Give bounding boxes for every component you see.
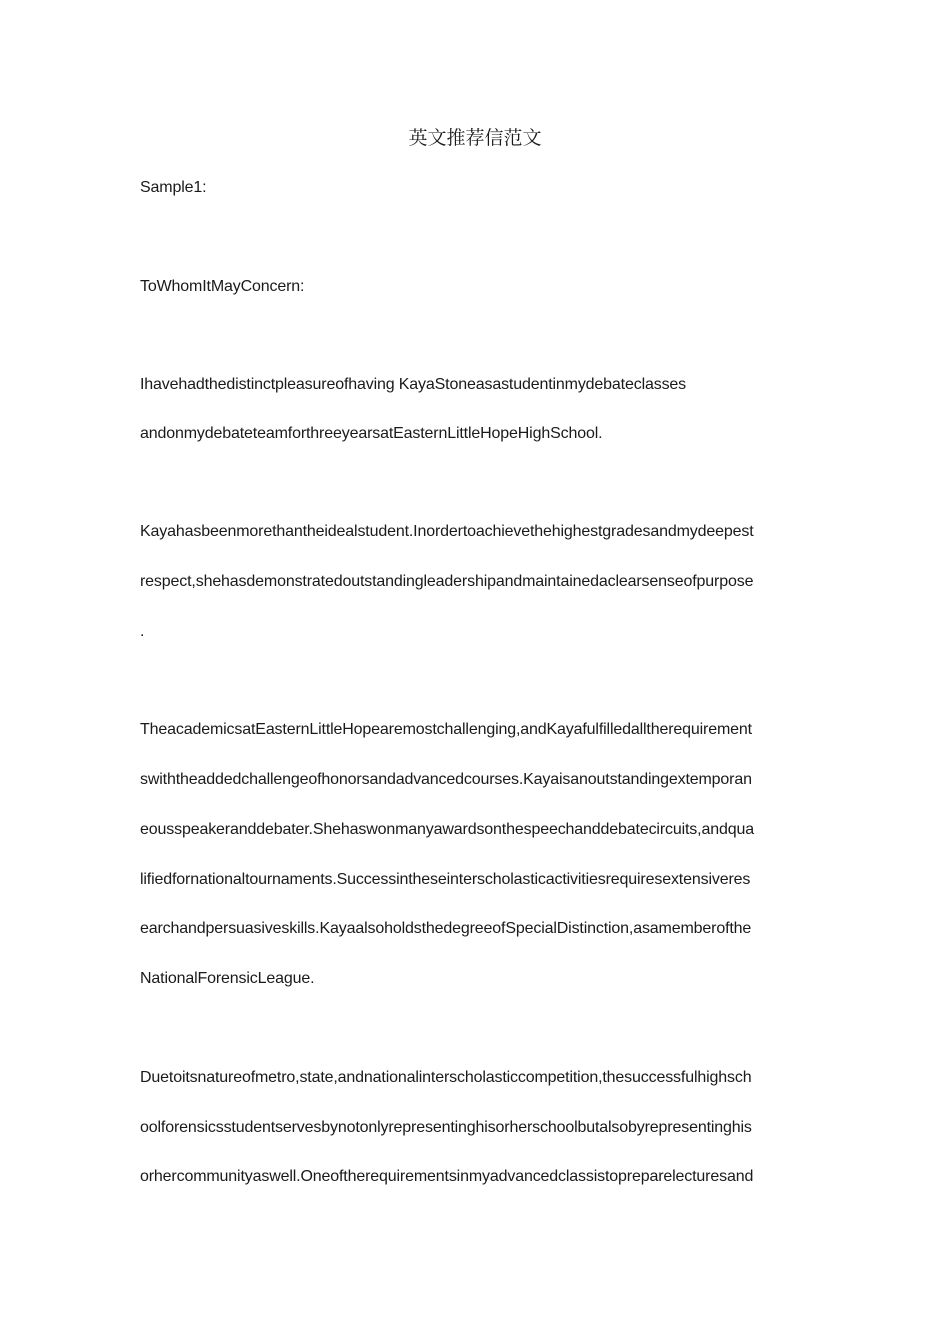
paragraph-1-line-2: andonmydebateteamforthreeyearsatEasternLittleHopeHighSchool. xyxy=(140,425,603,442)
paragraph-4-line-3: orhercommunityaswell.Oneoftherequirementsinmyadvancedclassistopreparelecturesand xyxy=(140,1168,754,1185)
paragraph-3-line-3: eousspeakeranddebater.Shehaswonmanyawardsonthespeechanddebatecircuits,andqua xyxy=(140,821,754,838)
paragraph-3-line-1: TheacademicsatEasternLittleHopearemostchallenging,andKayafulfilledalltherequirement xyxy=(140,721,752,738)
sample-label: Sample1: xyxy=(140,179,207,196)
paragraph-3-line-5: earchandpersuasiveskills.KayaalsoholdsthedegreeofSpecialDistinction,asamemberofthe xyxy=(140,920,752,937)
paragraph-4-line-1: Duetoitsnatureofmetro,state,andnationalinterscholasticcompetition,thesuccessfulhighsch xyxy=(140,1069,752,1086)
paragraph-3-line-2: swiththeaddedchallengeofhonorsandadvancedcourses.Kayaisanoutstandingextemporan xyxy=(140,771,752,788)
paragraph-1-line-1: Ihavehadthedistinctpleasureofhaving KayaStoneasastudentinmydebateclasses xyxy=(140,376,687,393)
paragraph-3-line-4: lifiedfornationaltournaments.Successintheseinterscholasticactivitiesrequiresextensiveres xyxy=(140,871,751,888)
paragraph-2-line-2: respect,shehasdemonstratedoutstandingleadershipandmaintainedaclearsenseofpurpose xyxy=(140,573,754,590)
paragraph-2-line-3: . xyxy=(140,623,145,640)
paragraph-4-line-2: oolforensicsstudentservesbynotonlyrepresentinghisorherschoolbutalsobyrepresentinghis xyxy=(140,1119,752,1136)
document-title: 英文推荐信范文 xyxy=(408,127,542,149)
salutation: ToWhomItMayConcern: xyxy=(140,278,305,295)
paragraph-3-line-6: NationalForensicLeague. xyxy=(140,970,315,987)
paragraph-2-line-1: Kayahasbeenmorethantheidealstudent.Inordertoachievethehighestgradesandmydeepest xyxy=(140,523,754,540)
